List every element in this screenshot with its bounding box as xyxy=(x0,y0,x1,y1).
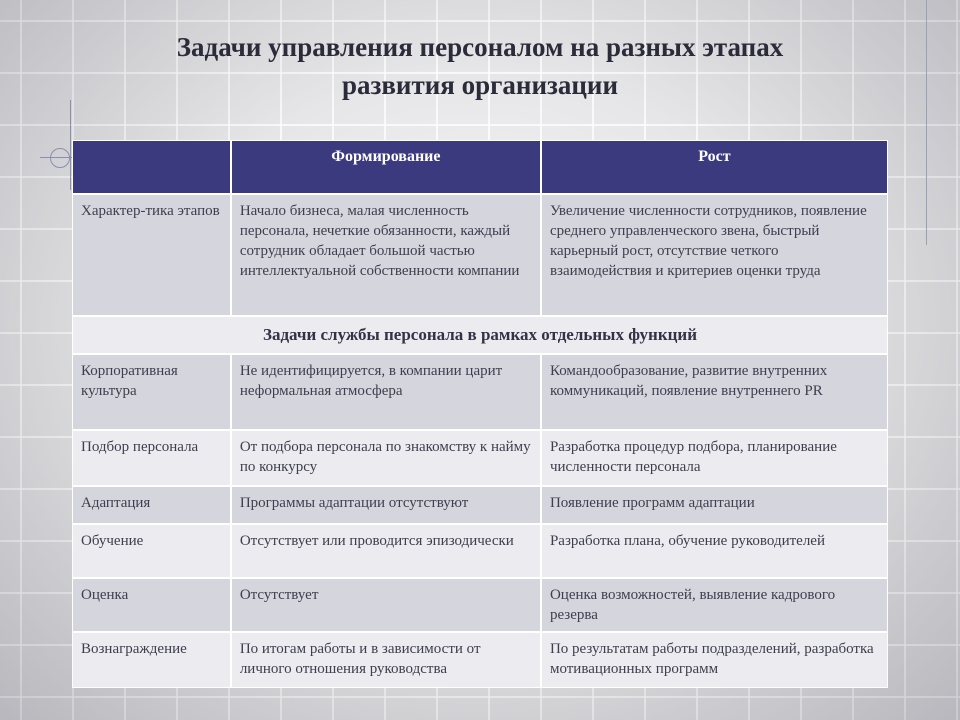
slide-title-line-1: Задачи управления персоналом на разных этапах xyxy=(176,32,784,62)
slide-title xyxy=(60,28,900,104)
row-label: Характер-тика этапов xyxy=(72,194,231,316)
cell-formation: Отсутствует xyxy=(231,578,541,632)
cell-growth: Увеличение численности сотрудников, появление среднего управленческого звена, быстрый карьерный рост, отсутствие четкого взаимодействия и критериев оценки труда xyxy=(541,194,888,316)
table-row xyxy=(72,632,888,688)
table-row xyxy=(72,578,888,632)
cell-growth: Оценка возможностей, выявление кадрового резерва xyxy=(541,578,888,632)
row-label: Адаптация xyxy=(72,486,231,524)
header-formation: Формирование xyxy=(231,140,541,194)
slide-title-line-2: развития организации xyxy=(341,70,619,100)
cell-formation: Программы адаптации отсутствуют xyxy=(231,486,541,524)
header-empty-cell xyxy=(72,140,231,194)
cell-formation: Начало бизнеса, малая численность персонала, нечеткие обязанности, каждый сотрудник обладает большой частью интеллектуальной собственности компании xyxy=(231,194,541,316)
cell-formation: От подбора персонала по знакомству к найму по конкурсу xyxy=(231,430,541,486)
section-row xyxy=(72,316,888,354)
section-title: Задачи службы персонала в рамках отдельных функций xyxy=(72,316,888,354)
decorative-line-right xyxy=(926,0,927,245)
table-header-row xyxy=(72,140,888,194)
decorative-circle xyxy=(50,148,70,168)
decorative-line-vertical xyxy=(70,100,71,190)
cell-growth: Разработка процедур подбора, планирование численности персонала xyxy=(541,430,888,486)
row-label: Оценка xyxy=(72,578,231,632)
row-label: Вознаграждение xyxy=(72,632,231,688)
cell-growth: Командообразование, развитие внутренних коммуникаций, появление внутреннего PR xyxy=(541,354,888,430)
row-label: Подбор персонала xyxy=(72,430,231,486)
table-row xyxy=(72,430,888,486)
row-label: Обучение xyxy=(72,524,231,578)
header-growth: Рост xyxy=(541,140,888,194)
table-row xyxy=(72,354,888,430)
cell-growth: По результатам работы подразделений, разработка мотивационных программ xyxy=(541,632,888,688)
table-row xyxy=(72,524,888,578)
table-row xyxy=(72,486,888,524)
cell-growth: Разработка плана, обучение руководителей xyxy=(541,524,888,578)
cell-formation: По итогам работы и в зависимости от личного отношения руководства xyxy=(231,632,541,688)
cell-growth: Появление программ адаптации xyxy=(541,486,888,524)
cell-formation: Не идентифицируется, в компании царит неформальная атмосфера xyxy=(231,354,541,430)
row-label: Корпоративная культура xyxy=(72,354,231,430)
table-row xyxy=(72,194,888,316)
hr-tasks-table xyxy=(72,140,888,688)
cell-formation: Отсутствует или проводится эпизодически xyxy=(231,524,541,578)
